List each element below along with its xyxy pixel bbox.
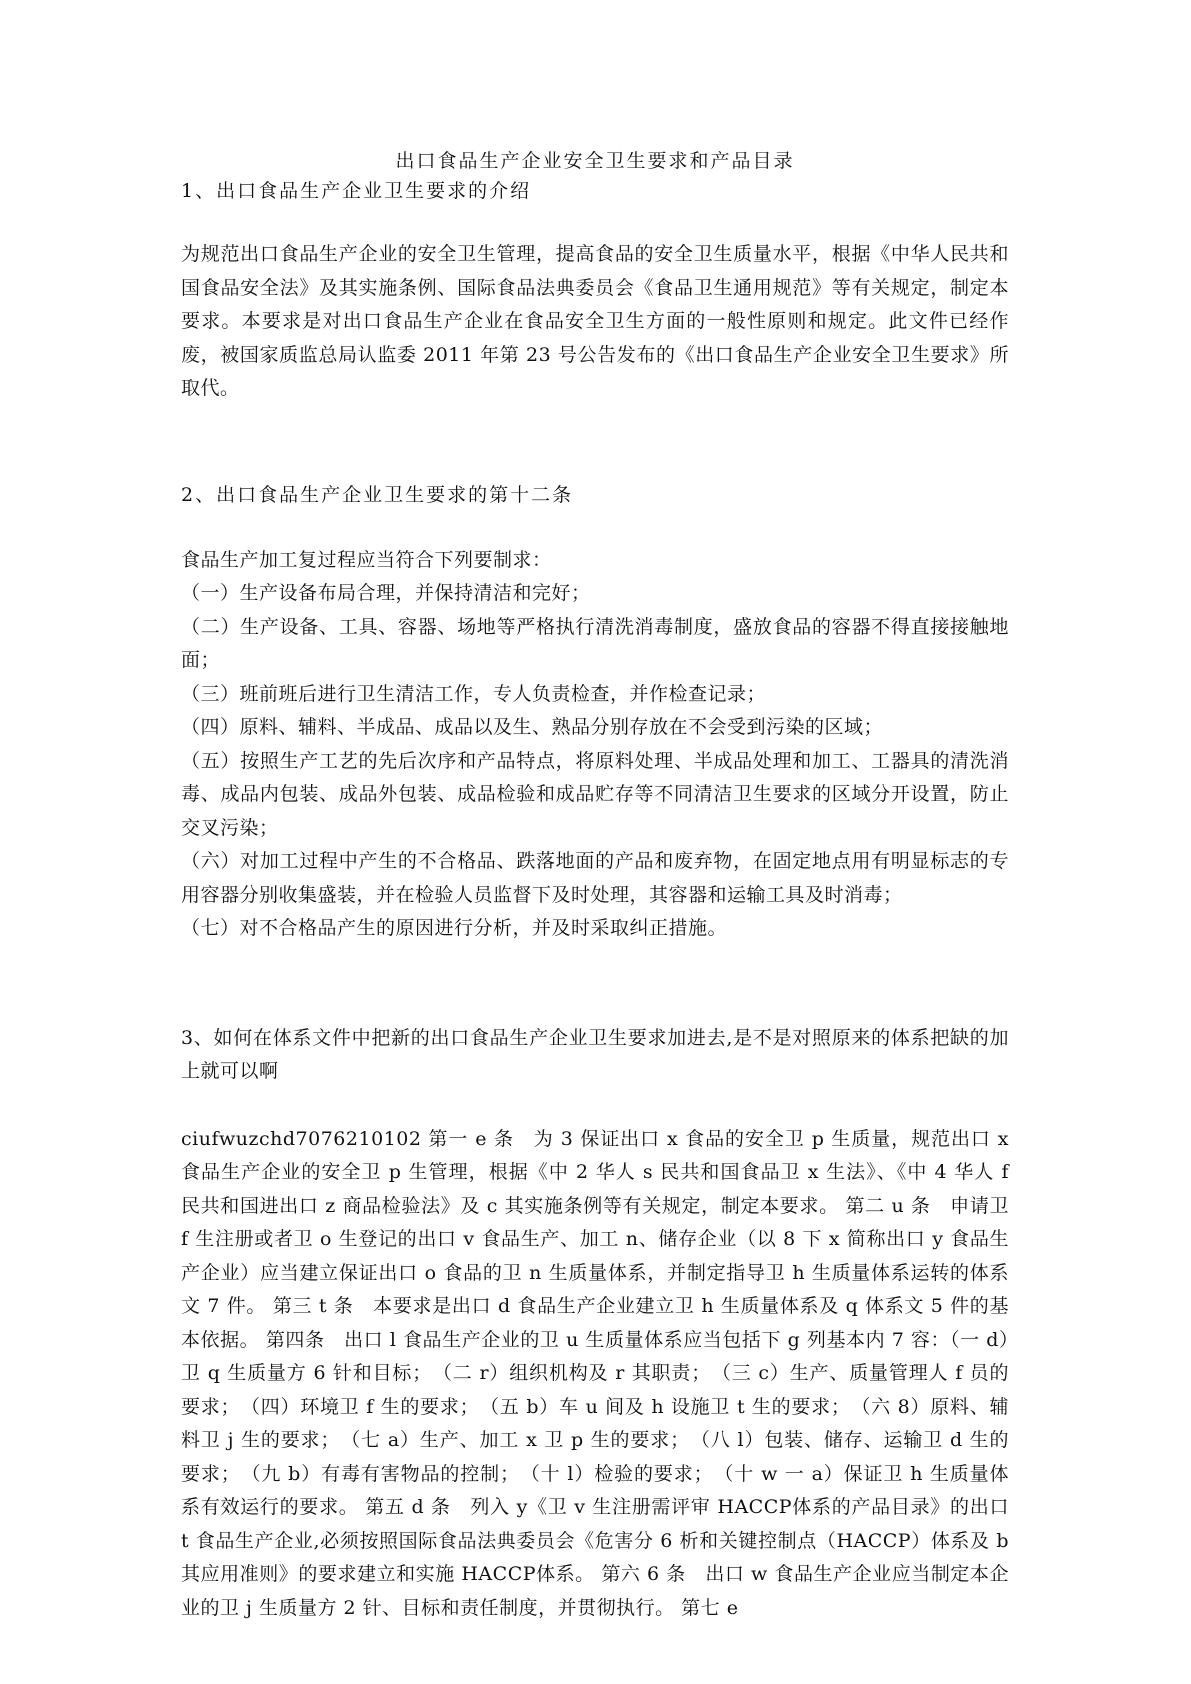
spacer <box>181 406 1009 482</box>
section-2-item: （七）对不合格品产生的原因进行分析，并及时采取纠正措施。 <box>181 917 728 939</box>
spacer <box>181 204 1009 238</box>
spacer <box>181 508 1009 544</box>
section-2-heading: 2、出口食品生产企业卫生要求的第十二条 <box>181 483 574 506</box>
section-2-item: （六）对加工过程中产生的不合格品、跌落地面的产品和废弃物，在固定地点用有明显标志的专用容器分别收集盛装，并在检验人员监督下及时处理，其容器和运输工具及时消毒； <box>181 850 1009 906</box>
document-title: 出口食品生产企业安全卫生要求和产品目录 <box>395 150 795 172</box>
section-3-heading: 3、如何在体系文件中把新的出口食品生产企业卫生要求加进去,是不是对照原来的体系把缺的加上就可以啊 <box>181 1026 1009 1082</box>
section-2-item: （五）按照生产工艺的先后次序和产品特点，将原料处理、半成品处理和加工、工器具的清洗消毒、成品内包装、成品外包装、成品检验和成品贮存等不同清洁卫生要求的区域分开设置，防止交叉污染； <box>181 749 1009 839</box>
spacer <box>181 946 1009 1022</box>
section-2-intro: 食品生产加工复过程应当符合下列要制求： <box>181 548 552 571</box>
section-1-heading: 1、出口食品生产企业卫生要求的介绍 <box>181 180 532 202</box>
document-page <box>181 148 1009 1625</box>
section-2-item: （三）班前班后进行卫生清洁工作，专人负责检查，并作检查记录； <box>181 682 767 705</box>
section-1-paragraph: 为规范出口食品生产企业的安全卫生管理，提高食品的安全卫生质量水平，根据《中华人民共和国食品安全法》及其实施条例、国际食品法典委员会《食品卫生通用规范》等有关规定，制定本要求。本要求是对出口食品生产企业在食品安全卫生方面的一般性原则和规定。此文件已经作废，被国家质监总局认监委 2011 年第 23 号公告发布的《出口食品生产企业安全卫生要求》所取代。 <box>181 243 1009 399</box>
section-2-item: （四）原料、辅料、半成品、成品以及生、熟品分别存放在不会受到污染的区域； <box>181 716 884 738</box>
section-3-paragraph: ciufwuzchd7076210102 第一 e 条 为 3 保证出口 x 食品的安全卫 p 生质量，规范出口 x 食品生产企业的安全卫 p 生管理，根据《中 2 华人 s 民共和国食品卫 x 生法》、《中 4 华人 f 民共和国进出口 z 商品检验法》及 c 其实施条例等有关规定，制定本要求。 第二 u 条 申请卫 f 生注册或者卫 o 生登记的出口 v 食品生产、加工 n、储存企业（以 8 下 x 简称出口 y 食品生产企业）应当建立保证出口 o 食品的卫 n 生质量体系，并制定指导卫 h 生质量体系运转的体系文 7 件。 第三 t 条 本要求是出口 d 食品生产企业建立卫 h 生质量体系及 q 体系文 5 件的基本依据。 第四条 出口 l 食品生产企业的卫 u 生质量体系应当包括下 g 列基本内 7 容：（一 d）卫 q 生质量方 6 针和目标； （二 r）组织机构及 r 其职责； （三 c）生产、质量管理人 f 员的要求； （四）环境卫 f 生的要求； （五 b）车 u 间及 h 设施卫 t 生的要求； （六 8）原料、辅料卫 j 生的要求； （七 a）生产、加工 x 卫 p 生的要求； （八 l）包装、储存、运输卫 d 生的要求； （九 b）有毒有害物品的控制； （十 l）检验的要求； （十 w 一 a）保证卫 h 生质量体系有效运行的要求。 第五 d 条 列入 y《卫 v 生注册需评审 HACCP体系的产品目录》的出口 t 食品生产企业,必须按照国际食品法典委员会《危害分 6 析和关键控制点（HACCP）体系及 b 其应用准则》的要求建立和实施 HACCP体系。 第六 6 条 出口 w 食品生产企业应当制定本企业的卫 j 生质量方 2 针、目标和责任制度，并贯彻执行。 第七 e <box>181 1127 1009 1619</box>
section-2-item: （一）生产设备布局合理，并保持清洁和完好； <box>181 582 591 604</box>
spacer <box>181 1089 1009 1123</box>
section-2-item: （二）生产设备、工具、容器、场地等严格执行清洗消毒制度，盛放食品的容器不得直接接触地面； <box>181 615 1009 671</box>
